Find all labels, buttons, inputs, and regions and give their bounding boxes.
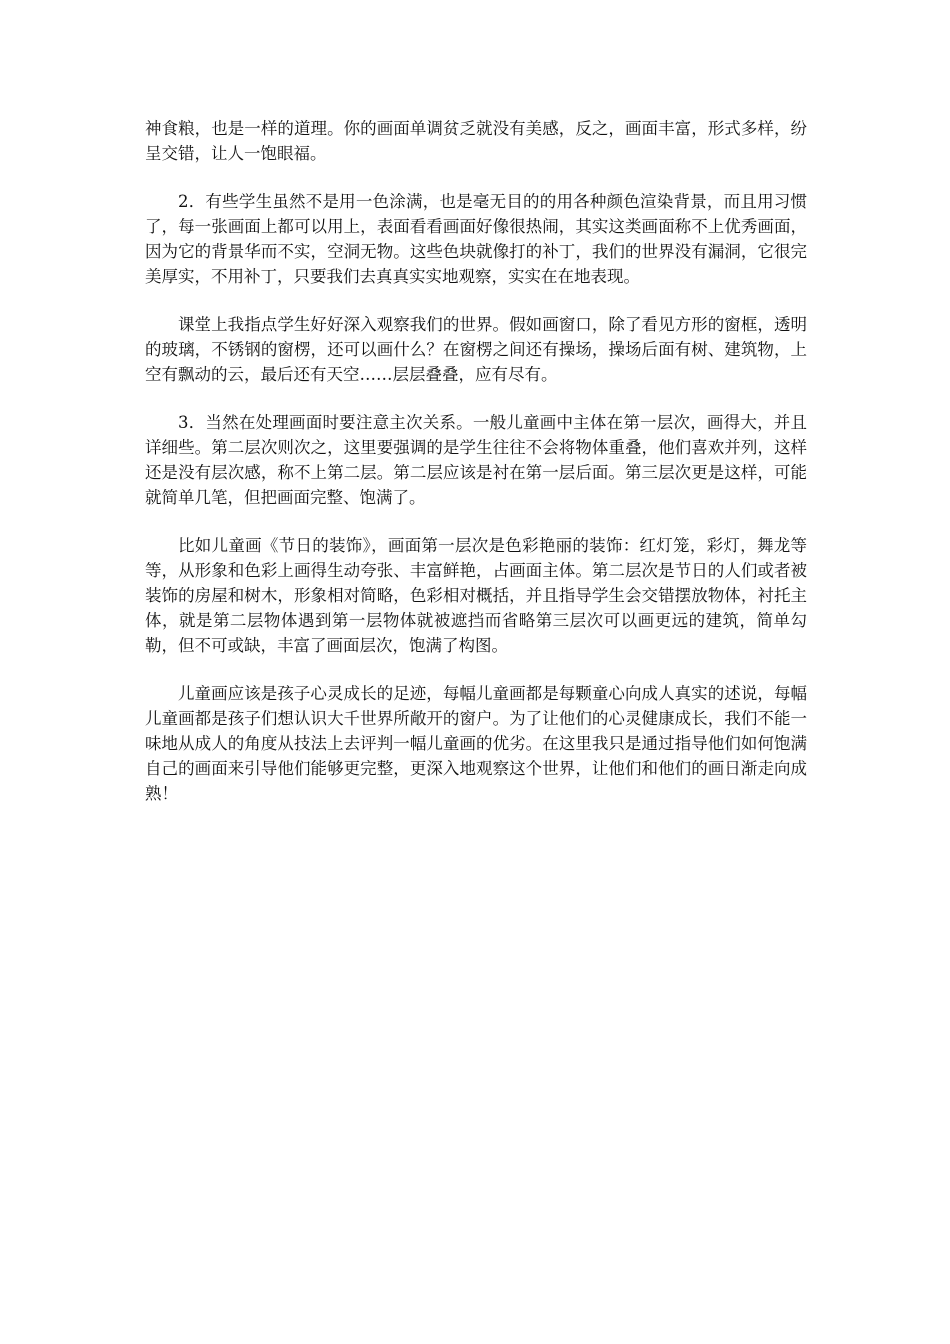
paragraph-classroom-example: 课堂上我指点学生好好深入观察我们的世界。假如画窗口，除了看见方形的窗框，透明的玻璃，不锈钢的窗楞，还可以画什么？在窗楞之间还有操场，操场后面有树、建筑物，上空有飘动的云，最后还有天空……层层叠叠，应有尽有。 <box>145 315 807 384</box>
paragraph-point-2: 2．有些学生虽然不是用一色涂满，也是毫无目的的用各种颜色渲染背景，而且用习惯了，每一张画面上都可以用上，表面看看画面好像很热闹，其实这类画面称不上优秀画面，因为它的背景华而不实，空洞无物。这些色块就像打的补丁，我们的世界没有漏洞，它很完美厚实，不用补丁，只要我们去真真实实地观察，实实在在地表现。 <box>145 192 807 286</box>
paragraph-point-3: 3．当然在处理画面时要注意主次关系。一般儿童画中主体在第一层次，画得大，并且详细些。第二层次则次之，这里要强调的是学生往往不会将物体重叠，他们喜欢并列，这样还是没有层次感，称不上第二层。第二层应该是衬在第一层后面。第三层次更是这样，可能就简单几笔，但把画面完整、饱满了。 <box>145 413 807 507</box>
paragraph-continuation: 神食粮，也是一样的道理。你的画面单调贫乏就没有美感，反之，画面丰富，形式多样，纷呈交错，让人一饱眼福。 <box>145 119 807 163</box>
paragraph-conclusion: 儿童画应该是孩子心灵成长的足迹，每幅儿童画都是每颗童心向成人真实的述说，每幅儿童画都是孩子们想认识大千世界所敞开的窗户。为了让他们的心灵健康成长，我们不能一味地从成人的角度从技法上去评判一幅儿童画的优劣。在这里我只是通过指导他们如何饱满自己的画面来引导他们能够更完整，更深入地观察这个世界，让他们和他们的画日渐走向成熟！ <box>145 684 807 803</box>
paragraph-festival-example: 比如儿童画《节日的装饰》，画面第一层次是色彩艳丽的装饰：红灯笼，彩灯，舞龙等等，从形象和色彩上画得生动夸张、丰富鲜艳，占画面主体。第二层次是节日的人们或者被装饰的房屋和树木，形象相对简略，色彩相对概括，并且指导学生会交错摆放物体，衬托主体，就是第二层物体遇到第一层物体就被遮挡而省略第三层次可以画更远的建筑，简单勾勒，但不可或缺，丰富了画面层次，饱满了构图。 <box>145 536 807 655</box>
document-page <box>145 116 807 829</box>
